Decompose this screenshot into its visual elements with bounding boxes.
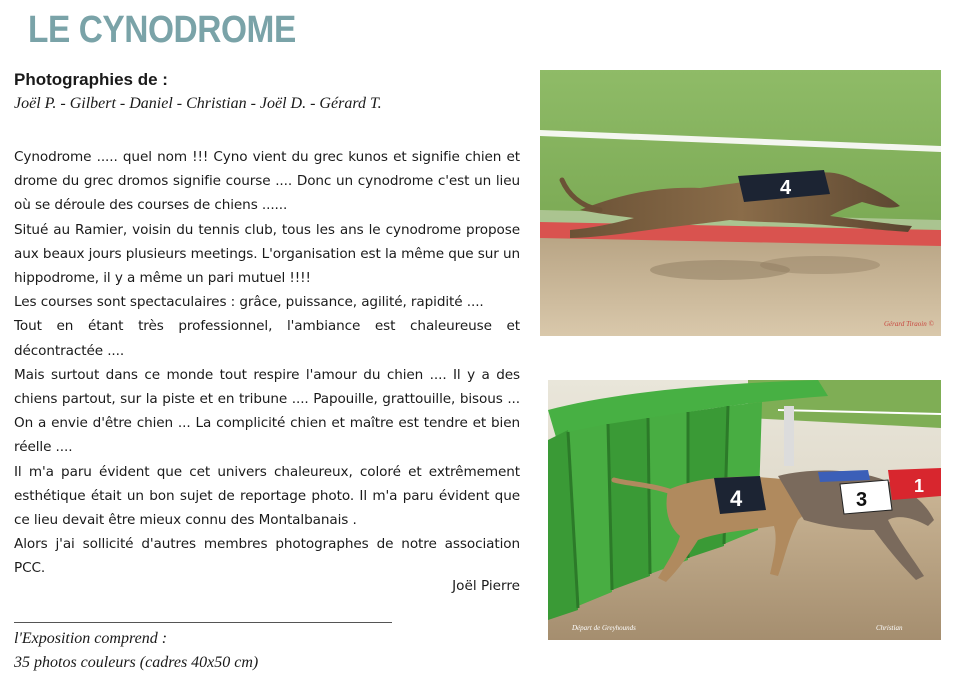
article-body (14, 145, 520, 581)
paragraph: Cynodrome ..... quel nom !!! Cyno vient du grec kunos et signifie chien et drome du grec dromos signifie course .... Donc un cynodrome c'est un lieu où se déroule des courses de chiens ...... (14, 149, 520, 214)
bib-number: 3 (856, 489, 868, 511)
race-bib (888, 468, 941, 500)
photographers-heading: Photographies de : (14, 70, 168, 89)
author-signature: Joël Pierre (452, 578, 520, 594)
greyhound-running-photo (540, 70, 941, 336)
paragraph: Mais surtout dans ce monde tout respire l'amour du chien .... Il y a des chiens partout, sur la piste et en tribune .... Papouille, grattouille, bisous ... On a envie d'être chien ... La complicité chien et maître est tendre et bien réelle .... (14, 366, 520, 456)
photo-caption: Départ de Greyhounds (572, 624, 636, 632)
exposition-line: 35 photos couleurs (cadres 40x50 cm) (14, 654, 259, 671)
exposition-line: l'Exposition comprend : (14, 630, 168, 647)
greyhound-start-photo (548, 380, 941, 640)
race-bib (840, 480, 892, 514)
paragraph: Alors j'ai sollicité d'autres membres photographes de notre association PCC. (14, 536, 520, 577)
paragraph: Situé au Ramier, voisin du tennis club, tous les ans le cynodrome propose aux beaux jours plusieurs meetings. L'organisation est la même que sur un hippodrome, il y a même un pari mutuel !!!! (14, 221, 520, 287)
bib-number: 1 (914, 476, 925, 496)
divider (14, 622, 392, 623)
photo-credit: Gérard Tiraoin © (884, 320, 934, 328)
bib-number: 4 (780, 177, 792, 199)
paragraph: Il m'a paru évident que cet univers chaleureux, coloré et extrêmement esthétique était un bon sujet de reportage photo. Il m'a paru évident que ce lieu devait être mieux connu des Montalbanais . (14, 463, 520, 529)
race-bib (714, 476, 766, 514)
paragraph: Les courses sont spectaculaires : grâce, puissance, agilité, rapidité .... (14, 294, 484, 311)
photo-credit: Christian (876, 624, 903, 632)
page-title: LE CYNODROME (28, 9, 296, 51)
paragraph: Tout en étant très professionnel, l'ambiance est chaleureuse et décontractée .... (14, 318, 520, 359)
bib-number: 4 (730, 486, 743, 511)
exposition-info (14, 627, 258, 675)
photographers-list: Joël P. - Gilbert - Daniel - Christian - Joël D. - Gérard T. (14, 95, 382, 112)
